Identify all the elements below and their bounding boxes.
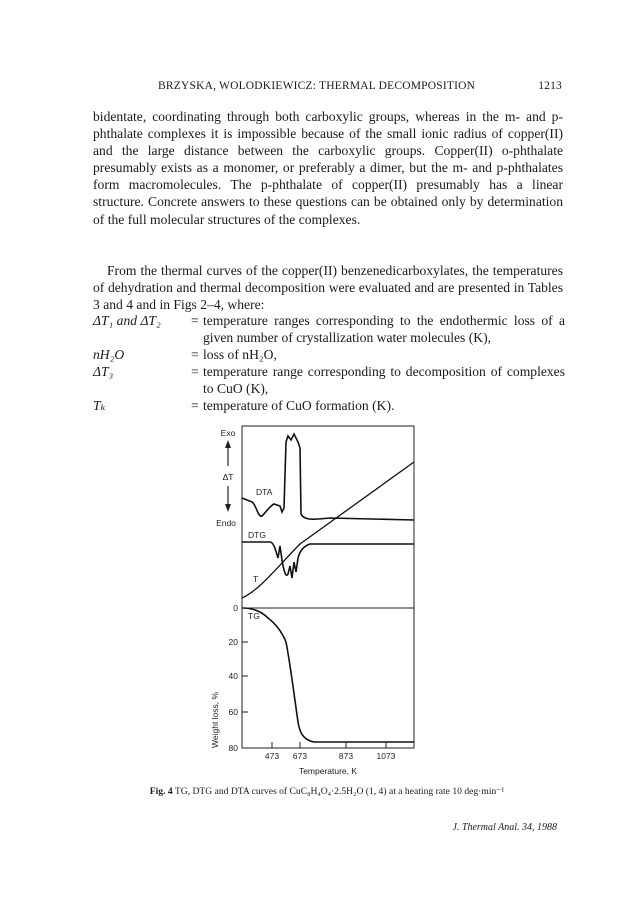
definition-row <box>93 397 565 414</box>
caption-text: TG, DTG and DTA curves of CuC₈H₄O₄·2.5H₂O (1, 4) at a heating rate 10 deg·min⁻¹ <box>174 786 505 797</box>
exo-label: Exo <box>220 428 236 438</box>
temperature-curve <box>242 462 414 598</box>
figure-svg <box>190 422 430 782</box>
thermal-curves-figure <box>190 422 430 782</box>
paragraph-2: From the thermal curves of the copper(II) benzenedicarboxylates, the temperatures of dehydration and thermal decomposition were evaluated and are presented in Tables 3 and 4 and in Figs 2–4, where: <box>93 263 563 313</box>
definition-desc: temperature of CuO formation (K). <box>203 398 395 414</box>
lower-frame <box>242 608 414 748</box>
x-axis-ticks <box>265 742 396 761</box>
endo-arrow-icon <box>225 504 231 512</box>
exo-arrow-icon <box>225 440 231 448</box>
definition-desc: temperature range corresponding to decomposition of complexes to CuO (K), <box>203 364 565 397</box>
delta-t-label: ΔT <box>222 472 234 482</box>
definition-row <box>93 312 565 346</box>
x-tick-label: 673 <box>292 751 308 761</box>
running-title: BRZYSKA, WOLODKIEWICZ: THERMAL DECOMPOSITION <box>158 80 476 92</box>
equals-sign: = <box>191 313 199 328</box>
endo-label: Endo <box>216 518 236 528</box>
y-tick-label: 0 <box>233 603 238 613</box>
upper-frame <box>242 426 414 608</box>
dtg-curve <box>242 542 414 578</box>
y-axis-label: Weight loss, % <box>210 691 220 748</box>
y-axis-ticks <box>229 603 248 753</box>
definition-desc: loss of nH₂O, <box>203 347 277 363</box>
equals-sign: = <box>191 347 199 363</box>
y-tick-label: 40 <box>228 671 238 681</box>
definition-term: nH₂O <box>93 347 125 363</box>
y-tick-label: 80 <box>228 743 238 753</box>
page-number: 1213 <box>538 80 562 92</box>
equals-sign: = <box>191 364 199 380</box>
definition-desc: temperature ranges corresponding to the endothermic loss of a given number of crystallization water molecules (K), <box>203 313 565 346</box>
equals-sign: = <box>191 398 199 414</box>
dta-label: DTA <box>256 487 273 497</box>
x-tick-label: 473 <box>264 751 280 761</box>
tg-label: TG <box>248 611 260 621</box>
journal-footer: J. Thermal Anal. 34, 1988 <box>452 822 557 833</box>
definition-list <box>93 312 565 415</box>
y-tick-label: 20 <box>228 637 238 647</box>
definition-term: ΔT₁ and ΔT₂ <box>93 313 161 328</box>
paragraph-1: bidentate, coordinating through both carboxylic groups, whereas in the m- and p-phthalate complexes it is impossible because of the small ionic radius of copper(II) and the large distance between the carboxylic groups. Copper(II) o-phthalate presumably exists as a monomer, or preferably a dimer, but the m- and p-phthalates form macromolecules. The p-phthalate of copper(II) presumably has a linear structure. Concrete answers to these questions can be obtained only by determination of the full molecular structures of the complexes. <box>93 109 563 227</box>
tg-curve <box>242 608 414 742</box>
x-tick-label: 873 <box>338 751 354 761</box>
dtg-label: DTG <box>248 530 266 540</box>
y-tick-label: 60 <box>228 707 238 717</box>
figure-caption <box>92 786 562 797</box>
dta-curve <box>242 434 414 520</box>
definition-term: ΔT₃ <box>93 364 114 380</box>
definition-row <box>93 363 565 397</box>
x-tick-label: 1073 <box>376 751 396 761</box>
caption-label: Fig. 4 <box>149 786 173 797</box>
definition-row <box>93 346 565 363</box>
t-curve-label: T <box>253 574 259 584</box>
definition-term: Tₖ <box>93 398 106 414</box>
x-axis-label: Temperature, K <box>298 766 358 776</box>
